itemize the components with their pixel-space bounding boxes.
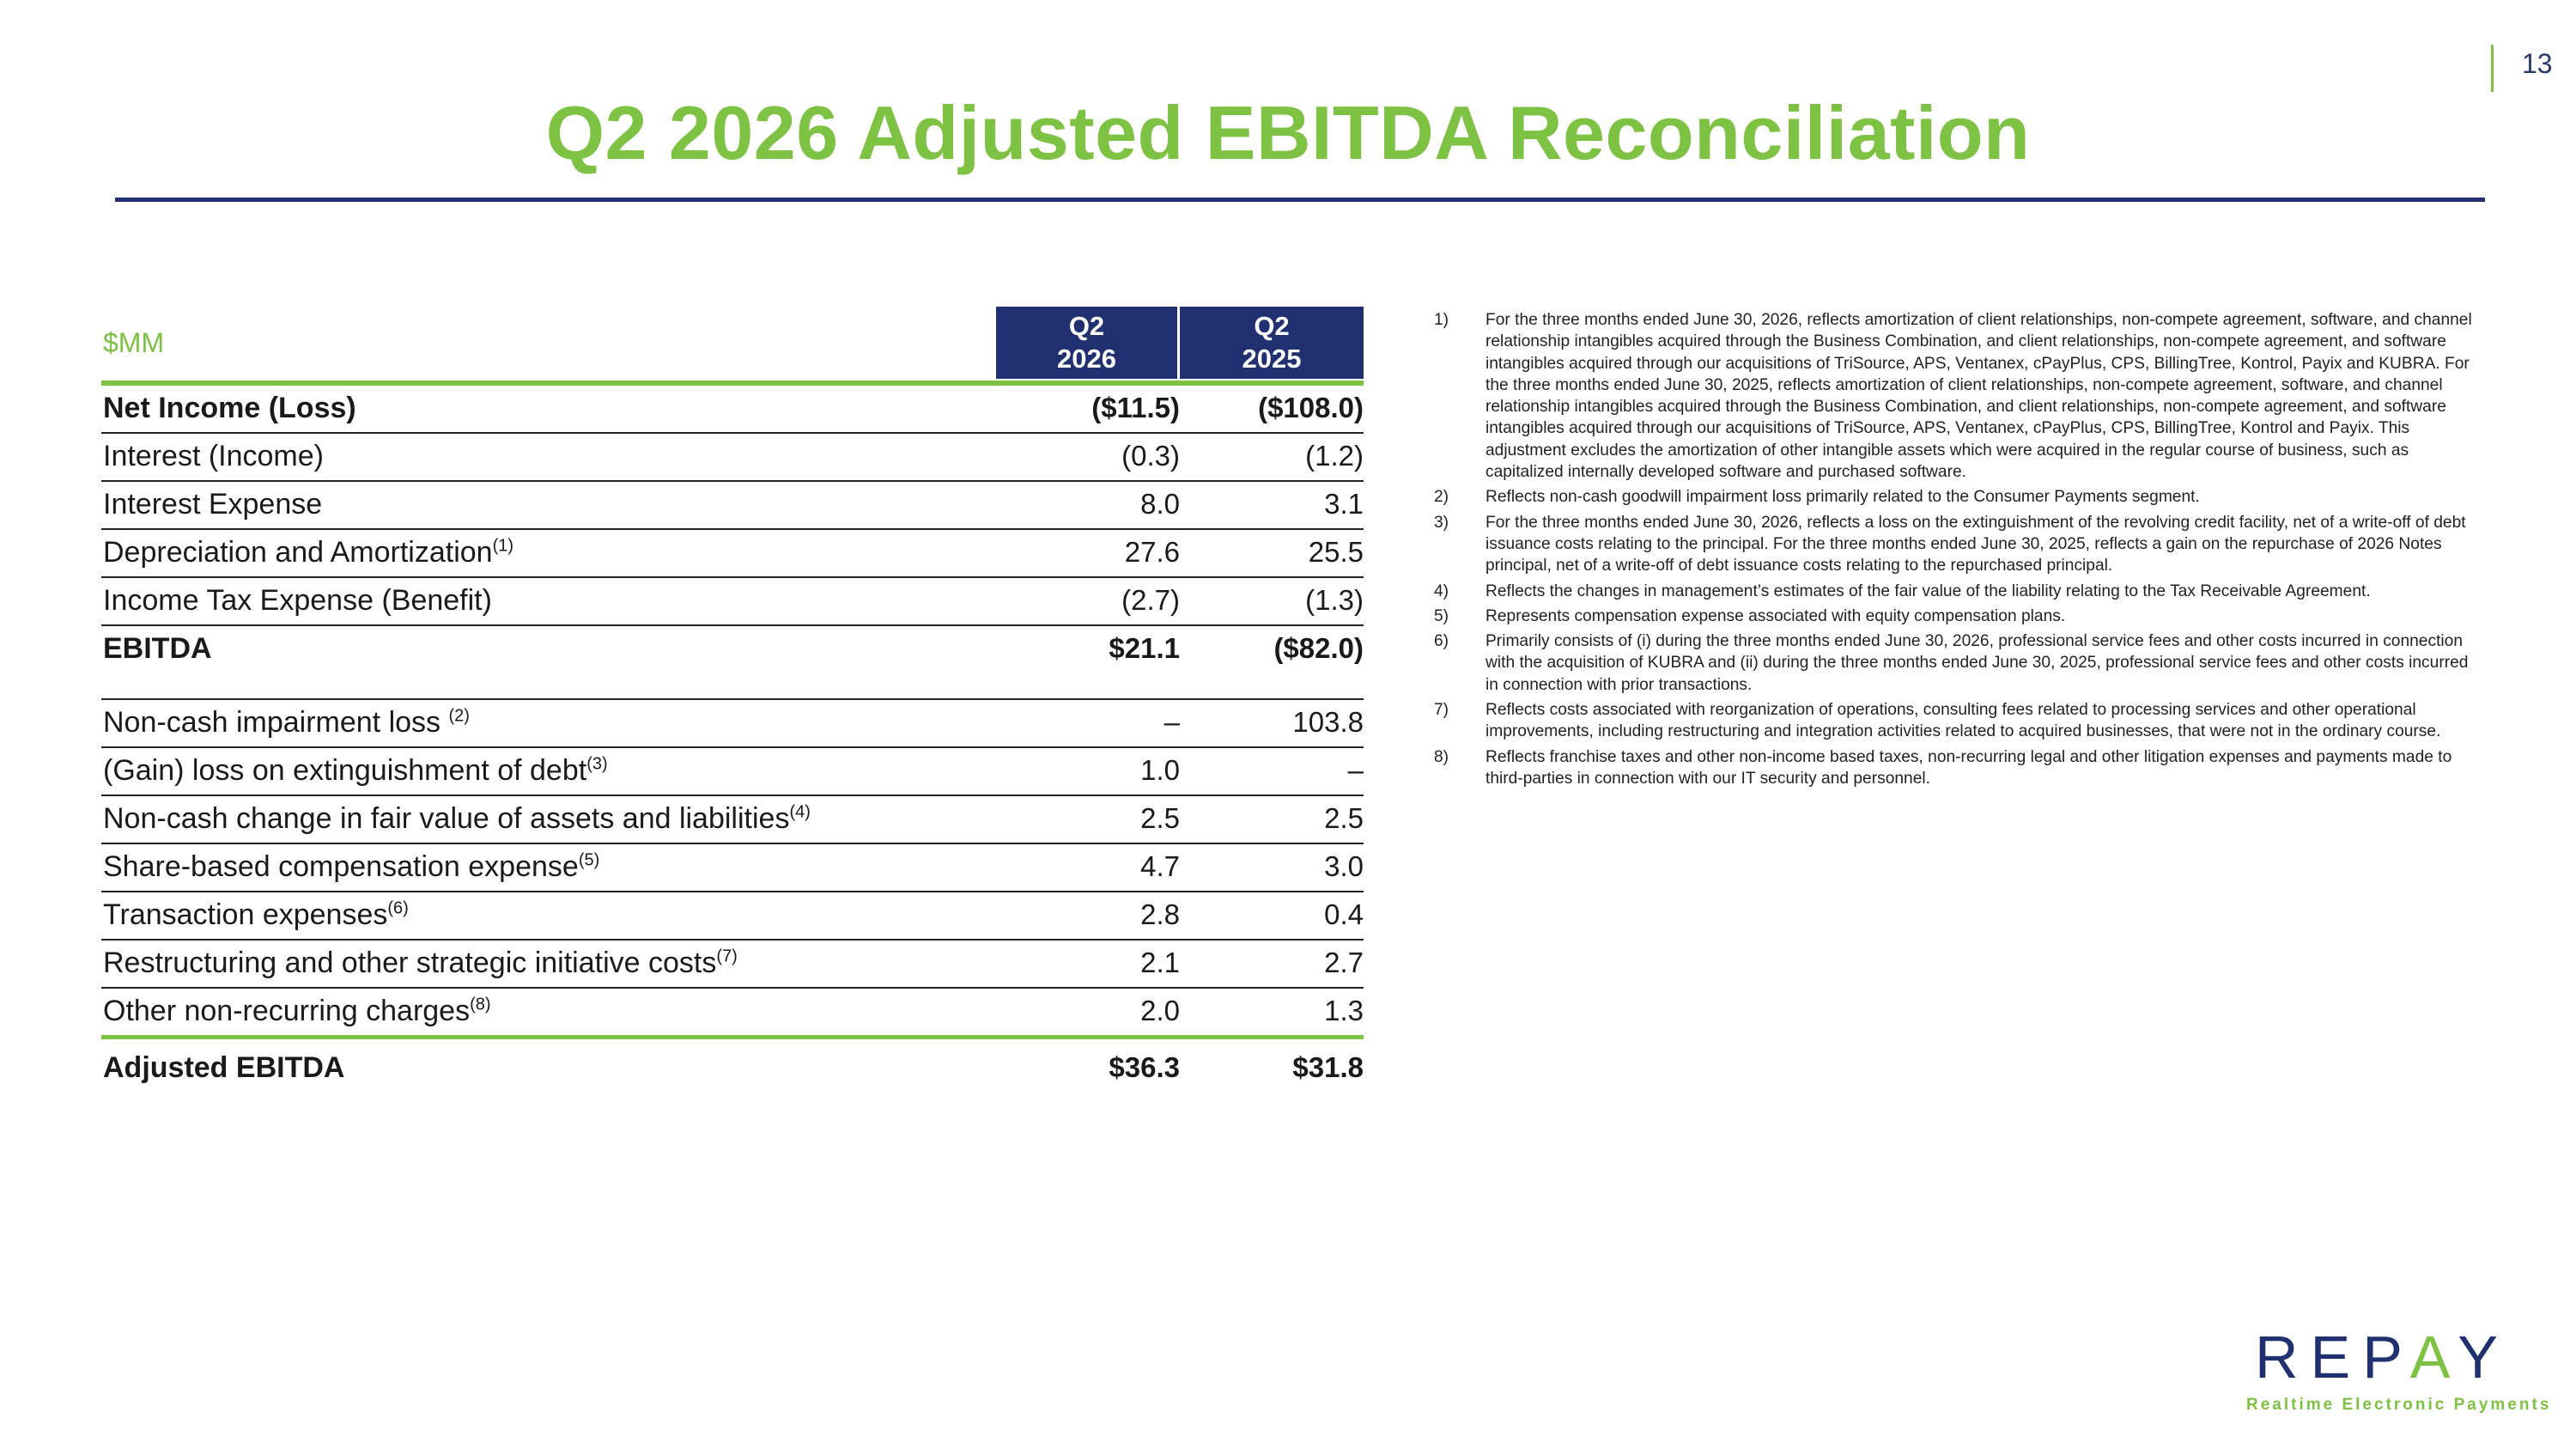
footnote-ref: (2): [448, 706, 470, 726]
row-label: [103, 392, 356, 425]
row-label: [103, 850, 599, 884]
footnote-text: Represents compensation expense associated with equity compensation plans.: [1485, 606, 2066, 625]
value-q2-2026: 27.6: [1124, 536, 1180, 568]
row-label: [103, 802, 811, 836]
value-q2-2026: 1.0: [1140, 754, 1180, 786]
column-header-line: 2026: [1057, 344, 1116, 374]
table-row: [101, 796, 1364, 844]
table-row: [101, 700, 1364, 748]
row-label-text: Interest Expense: [103, 488, 323, 521]
table-row: [101, 530, 1364, 578]
column-header-q2-2025: [1180, 307, 1364, 379]
column-header-line: 2025: [1242, 344, 1302, 374]
footnote-ref: (7): [716, 947, 738, 966]
value-q2-2026: (0.3): [1121, 440, 1180, 472]
footnote-text: Reflects the changes in management’s estimates of the fair value of the liability relating to the Tax Receivable Agreement.: [1485, 581, 2371, 600]
value-q2-2025: 3.1: [1324, 488, 1364, 520]
value-q2-2025: (1.2): [1305, 440, 1364, 472]
reconciliation-table: [101, 307, 1364, 1091]
column-header-q2-2026: [996, 307, 1177, 379]
footnote-number: 4): [1434, 581, 1449, 600]
row-label: [103, 488, 322, 521]
row-label-text: Share-based compensation expense: [103, 850, 579, 883]
unit-label: $MM: [103, 327, 165, 358]
logo-text: REP: [2255, 1324, 2410, 1391]
value-q2-2026: $21.1: [1109, 632, 1180, 664]
value-q2-2025: ($82.0): [1273, 632, 1364, 664]
footnote-ref: (3): [586, 754, 608, 774]
page-number: 13: [2522, 48, 2553, 79]
footnote-number: 3): [1434, 513, 1449, 532]
row-label: [103, 898, 409, 932]
value-q2-2025: 2.5: [1324, 802, 1364, 834]
value-q2-2025: ($108.0): [1258, 392, 1364, 423]
repay-logo: [2255, 1323, 2510, 1391]
footnote-text: Reflects non-cash goodwill impairment loss primarily related to the Consumer Payments segment.: [1485, 488, 2200, 507]
row-label: [103, 440, 324, 473]
row-label: [103, 995, 491, 1028]
footnote-number: 2): [1434, 488, 1449, 507]
table-row: [101, 434, 1364, 482]
row-label-text: Interest (Income): [103, 440, 324, 472]
value-q2-2026: (2.7): [1121, 584, 1180, 616]
row-label: [103, 584, 492, 618]
row-label: [103, 706, 470, 740]
value-q2-2025: 2.7: [1324, 947, 1364, 978]
footnote-text: Reflects franchise taxes and other non-income based taxes, non-recurring legal and other litigation expenses and payments made to third-parties in connection with our IT security and personnel.: [1485, 747, 2452, 788]
value-q2-2025: 25.5: [1308, 536, 1364, 568]
value-q2-2025: 3.0: [1324, 850, 1364, 882]
adjusted-ebitda-row: [101, 1039, 1364, 1091]
value-q2-2025: 0.4: [1324, 898, 1364, 930]
footnote-text: For the three months ended June 30, 2026, reflects a loss on the extinguishment of the revolving credit facility, net of a write-off of debt issuance costs relating to the principal. For the three months ended June 30, 2025, reflects a gain on the repurchase of 2026 Notes principal, net of a write-off of debt issuance costs relating to the repurchased principal.: [1485, 513, 2466, 575]
value-q2-2026: 8.0: [1140, 488, 1180, 520]
table-header: [101, 307, 1364, 381]
row-label-text: Other non-recurring charges: [103, 995, 471, 1027]
row-label: [103, 947, 738, 980]
footnote: [1434, 630, 2473, 696]
table-row: [101, 386, 1364, 434]
value-q2-2025: 103.8: [1292, 706, 1364, 738]
footnote-ref: (5): [578, 850, 600, 870]
footnote: [1434, 486, 2473, 508]
footnote-ref: (8): [470, 995, 491, 1014]
footnote-number: 8): [1434, 747, 1449, 766]
value-q2-2026: 2.1: [1140, 947, 1180, 978]
income-rows: [101, 386, 1364, 626]
value-q2-2025: 1.3: [1324, 995, 1364, 1026]
footnote: [1434, 512, 2473, 577]
logo-accent-letter: A: [2409, 1324, 2458, 1391]
value-q2-2026: $36.3: [1109, 1051, 1180, 1083]
value-q2-2026: 2.0: [1140, 995, 1180, 1026]
row-label-text: Depreciation and Amortization: [103, 536, 493, 569]
table-row: [101, 941, 1364, 989]
table-row: [101, 989, 1364, 1035]
page-number-divider: [2491, 45, 2494, 92]
value-q2-2026: 2.8: [1140, 898, 1180, 930]
table-row: [101, 482, 1364, 530]
row-label-text: Restructuring and other strategic initiative costs: [103, 947, 717, 979]
column-header-line: Q2: [1254, 311, 1290, 341]
row-label: [103, 754, 608, 788]
row-label: EBITDA: [103, 632, 212, 665]
value-q2-2026: –: [1163, 706, 1180, 738]
value-q2-2025: (1.3): [1305, 584, 1364, 616]
table-row: [101, 844, 1364, 892]
footnote-ref: (1): [492, 536, 514, 556]
footnote-number: 5): [1434, 606, 1449, 625]
value-q2-2025: –: [1347, 754, 1364, 786]
footnote-text: Primarily consists of (i) during the three months ended June 30, 2026, professional service fees and other costs incurred in connection with the acquisition of KUBRA and (ii) during the three months ended June 30, 2025, professional service fees and other costs incurred in connection with prior transactions.: [1485, 632, 2469, 694]
footnote-ref: (6): [387, 898, 409, 918]
row-label-text: Non-cash impairment loss: [103, 706, 449, 739]
value-q2-2026: 4.7: [1140, 850, 1180, 882]
row-label-text: Net Income (Loss): [103, 392, 356, 424]
footnote: [1434, 581, 2473, 602]
logo-tagline: Realtime Electronic Payments: [2246, 1396, 2552, 1414]
footnote: [1434, 309, 2473, 483]
footnote-number: 6): [1434, 632, 1449, 651]
footnote-text: Reflects costs associated with reorganization of operations, consulting fees related to processing services and other operational improvements, including restructuring and integration activities related to acquired businesses, that were not in the ordinary course.: [1485, 701, 2441, 741]
row-label-text: Transaction expenses: [103, 898, 388, 931]
footnote-number: 7): [1434, 701, 1449, 720]
table-row: [101, 892, 1364, 941]
row-label-text: Non-cash change in fair value of assets and liabilities: [103, 802, 790, 835]
section-divider: [101, 667, 1364, 700]
footnote-ref: (4): [789, 802, 811, 822]
footnote: [1434, 606, 2473, 627]
table-row: [101, 578, 1364, 626]
footnote: [1434, 699, 2473, 743]
footnote-text: For the three months ended June 30, 2026, reflects amortization of client relationships, non-compete agreement, software, and channel relationship intangibles acquired through the Business Combination, and client relationships, non-compete agreement, and software intangibles acquired through our acquisitions of TriSource, APS, Ventanex, cPayPlus, CPS, BillingTree, Kontrol, Payix and KUBRA. For the three months ended June 30, 2025, reflects amortization of client relationships, non-compete agreement, software, and channel relationship intangibles acquired through the Business Combination, and client relationships, non-compete agreement, and software intangibles acquired through our acquisitions of TriSource, APS, Ventanex, cPayPlus, CPS, BillingTree, Kontrol and Payix. This adjustment excludes the amortization of other intangible assets which were acquired in the regular course of business, such as capitalized internally developed software and purchased software.: [1485, 311, 2472, 482]
row-label: [103, 536, 513, 569]
value-q2-2026: 2.5: [1140, 802, 1180, 834]
footnotes: [1434, 309, 2473, 793]
footnote-number: 1): [1434, 311, 1449, 329]
footnote: [1434, 746, 2473, 790]
value-q2-2025: $31.8: [1292, 1051, 1364, 1083]
logo-text: Y: [2458, 1324, 2510, 1391]
column-header-line: Q2: [1068, 311, 1105, 341]
row-label: Adjusted EBITDA: [103, 1051, 345, 1084]
adjustment-rows: [101, 700, 1364, 1035]
page-title: Q2 2026 Adjusted EBITDA Reconciliation: [545, 90, 2031, 175]
row-label-text: (Gain) loss on extinguishment of debt: [103, 754, 587, 787]
title-divider: [115, 198, 2485, 202]
value-q2-2026: ($11.5): [1091, 392, 1180, 423]
table-row: [101, 748, 1364, 796]
ebitda-row: [101, 626, 1364, 667]
row-label-text: Income Tax Expense (Benefit): [103, 584, 492, 617]
